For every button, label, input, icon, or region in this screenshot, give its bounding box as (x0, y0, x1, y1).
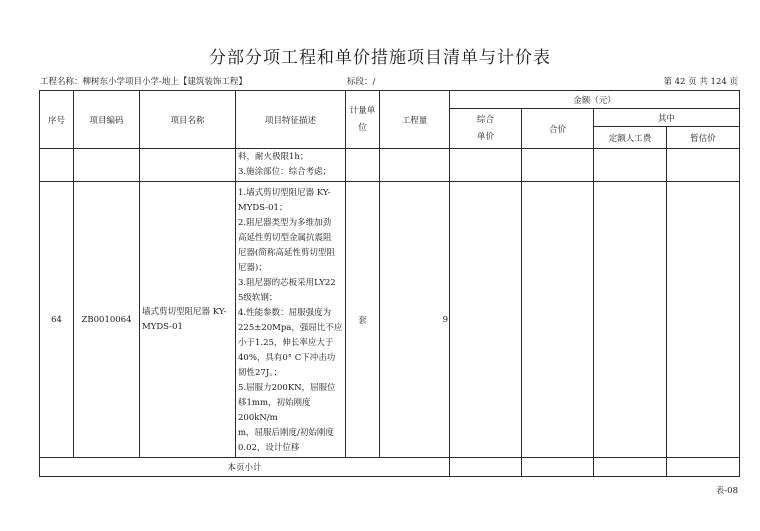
feature-line: 3.阻尼器的芯板采用LY22 (238, 278, 336, 288)
section-label: 标段：/ (347, 77, 376, 87)
page-indicator: 第 42 页 共 124 页 (663, 77, 738, 87)
table-header (40, 91, 740, 149)
col-labor: 定额人工费 (594, 127, 667, 149)
col-provisional: 暂估价 (667, 127, 740, 149)
subtotal-row (40, 458, 740, 477)
row-code (74, 149, 140, 182)
subtotal-provisional (667, 458, 740, 477)
row-no: 64 (40, 182, 74, 458)
feature-line: 尼器)； (238, 263, 267, 273)
feature-line: 高延性剪切型金属抗震阻 (238, 233, 332, 243)
feature-line: 40%，具有0° C下冲击功 (238, 353, 336, 363)
col-no: 序号 (40, 91, 74, 149)
row-provisional (667, 182, 740, 458)
col-unit-price (450, 109, 522, 149)
row-quantity (380, 149, 450, 182)
feature-line: 移1mm，初始刚度200kN/m (238, 398, 311, 423)
row-feature (236, 149, 346, 182)
subtotal-label: 本页小计 (40, 458, 450, 477)
feature-line: 料，耐火极限1h； (238, 152, 309, 162)
feature-line: 5.屈服力200KN，屈服位 (238, 383, 336, 393)
col-unit-line2: 位 (358, 122, 367, 133)
row-feature (236, 182, 346, 458)
col-code: 项目编码 (74, 91, 140, 149)
row-unit-price (450, 149, 522, 182)
feature-line: 小于1.25，伸长率应大于 (238, 338, 334, 348)
subtotal-total (522, 458, 594, 477)
feature-line: MYDS-01； (238, 203, 288, 213)
row-provisional (667, 149, 740, 182)
table-row (40, 182, 740, 458)
feature-line: 韧性27J。； (238, 368, 282, 378)
col-name: 项目名称 (140, 91, 236, 149)
row-labor (594, 182, 667, 458)
row-total (522, 182, 594, 458)
row-no (40, 149, 74, 182)
col-amount-group: 金额（元） (450, 91, 740, 109)
col-feature: 项目特征描述 (236, 91, 346, 149)
form-code: 表-08 (715, 486, 738, 496)
col-unit-price-line2: 单价 (476, 131, 494, 142)
row-code: ZB0010064 (74, 182, 140, 458)
row-unit: 套 (346, 182, 380, 458)
feature-line: 2.阻尼器类型为多维加劲 (238, 218, 332, 228)
row-quantity: 9 (380, 182, 450, 458)
row-name: 墙式剪切型阻尼器 KY-MYDS-01 (140, 182, 236, 458)
col-unit-price-line1: 综合 (476, 114, 494, 125)
feature-line: 0.02，设计位移 (238, 443, 300, 453)
feature-line: 尼器(简称高延性剪切型阻 (238, 248, 335, 258)
row-name (140, 149, 236, 182)
col-quantity: 工程量 (380, 91, 450, 149)
feature-line: 1.墙式剪切型阻尼器 KY- (238, 188, 331, 198)
row-unit (346, 149, 380, 182)
col-total: 合价 (522, 109, 594, 149)
feature-line: 225±20Mpa，强屈比不应 (238, 323, 343, 333)
row-labor (594, 149, 667, 182)
subtotal-unit-price (450, 458, 522, 477)
project-name: 工程名称：柳树东小学项目小学-地上【建筑装饰工程】 (40, 77, 247, 87)
row-total (522, 149, 594, 182)
col-unit-line1: 计量单 (349, 105, 376, 116)
page-title: 分部分项工程和单价措施项目清单与计价表 (209, 48, 551, 68)
row-unit-price (450, 182, 522, 458)
subtotal-labor (594, 458, 667, 477)
table-row (40, 149, 740, 182)
col-unit (346, 91, 380, 149)
feature-line: 3.施涂部位：综合考虑； (238, 167, 332, 177)
bill-table (39, 90, 740, 477)
feature-line: m，屈服后刚度/初始刚度 (238, 428, 334, 438)
col-among-group: 其中 (594, 109, 740, 127)
feature-line: 4.性能参数：屈服强度为 (238, 308, 332, 318)
feature-line: 5级软钢； (238, 293, 278, 303)
